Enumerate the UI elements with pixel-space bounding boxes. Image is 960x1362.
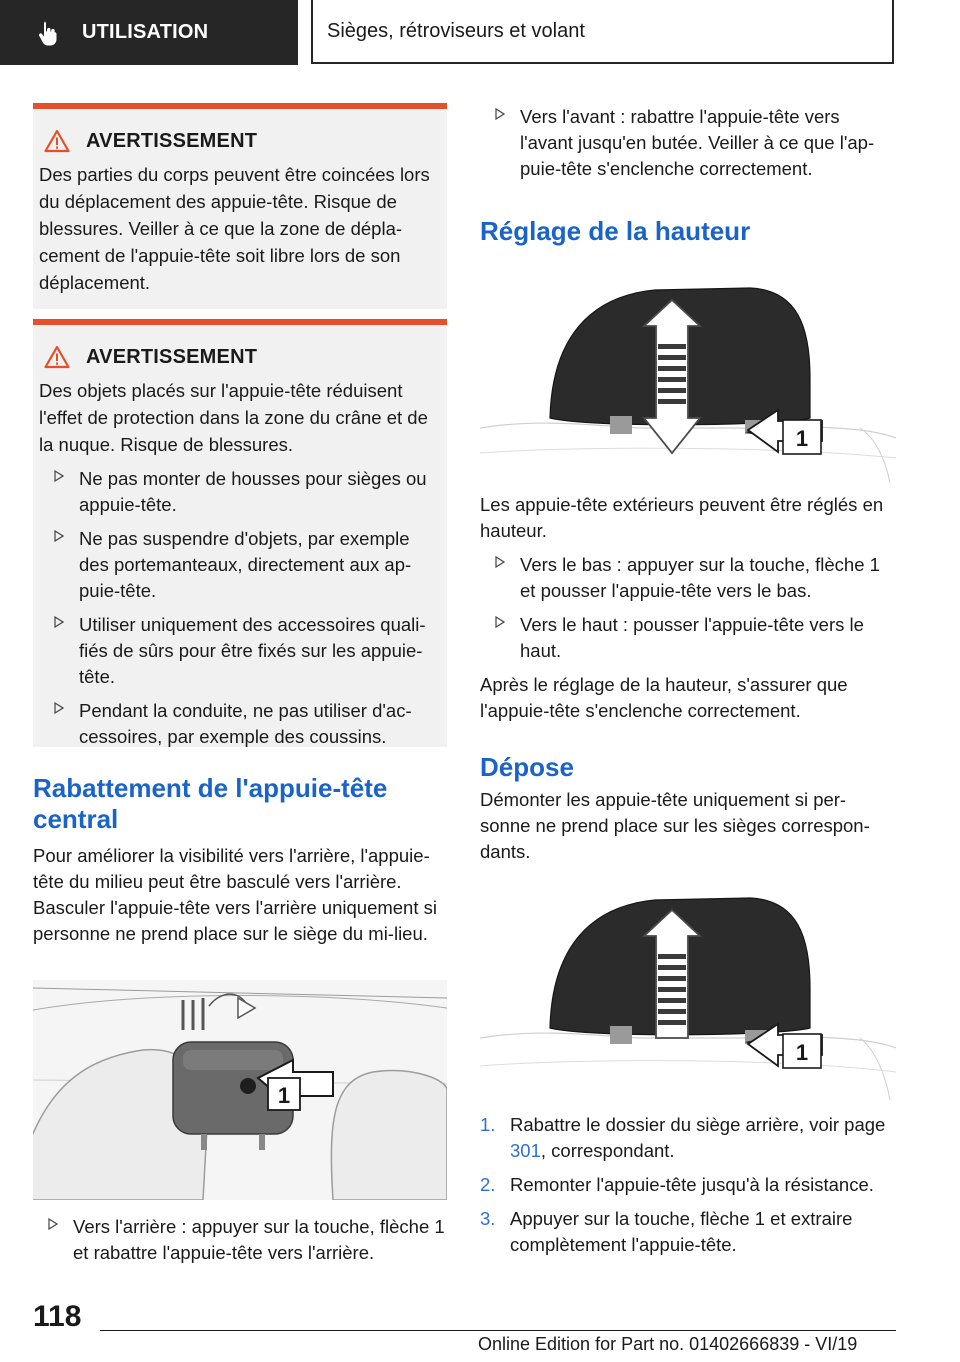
page-link[interactable]: 301 (510, 1140, 541, 1161)
rabattement-list (33, 1206, 447, 1266)
figure-label: 1 (277, 1083, 291, 1108)
section-text-after: Après le réglage de la hauteur, s'assurer que l'appuie-tête s'enclenche correctement. (480, 674, 848, 721)
figure-label: 1 (795, 1040, 809, 1065)
warning-triangle-icon (44, 345, 70, 369)
list-item (480, 1112, 896, 1164)
list-item (39, 526, 441, 604)
warning-text: Des objets placés sur l'appuie-tête réduisent l'effet de protection dans la zone du crâne et de la nuque. Risque de blessures. (39, 380, 428, 455)
edition-text: Online Edition for Part no. 01402666839 - VI/19 (478, 1334, 858, 1354)
removal-figure (480, 888, 896, 1100)
height-adjust-figure (480, 278, 896, 483)
rabattement-section (33, 773, 447, 947)
step-number: 3. (480, 1208, 496, 1229)
section-heading: Dépose (480, 752, 574, 782)
section-heading-hauteur: Réglage de la hauteur (480, 216, 751, 246)
list-item (480, 1172, 896, 1198)
list-item-text: Pendant la conduite, ne pas utiliser d'ac-cessoires, par exemple des coussins. (79, 700, 412, 747)
warning-list (39, 466, 441, 750)
triangle-bullet-icon (480, 104, 520, 182)
depose-section (480, 752, 896, 865)
list-item (480, 612, 896, 664)
hauteur-list (480, 552, 896, 664)
list-item (39, 466, 441, 518)
rabattement-list-continued (480, 96, 896, 182)
step-number: 2. (480, 1174, 496, 1195)
list-item (33, 1214, 447, 1266)
triangle-bullet-icon (33, 1214, 73, 1266)
section-text: Les appuie-tête extérieurs peuvent être réglés en hauteur. (480, 494, 884, 541)
warning-text: Des parties du corps peuvent être coincées lors du déplacement des appuie-tête. Risque de blessures. Veiller à ce que la zone de dépla-cement de l'appuie-tête soit libre lors de son déplacement. (39, 164, 430, 293)
triangle-bullet-icon (480, 552, 520, 604)
warning-box-1 (33, 103, 447, 309)
list-item (480, 104, 896, 182)
section-text: Pour améliorer la visibilité vers l'arrière, l'appuie-tête du milieu peut être basculé vers l'arrière. Basculer l'appuie-tête vers l'arrière uniquement si personne ne prend place sur le siège du mi-lieu. (33, 845, 437, 944)
page-number: 118 (33, 1300, 82, 1333)
figure-label: 1 (795, 426, 809, 451)
list-item-text: Ne pas monter de housses pour sièges ou appuie-tête. (79, 468, 427, 515)
step-text: Appuyer sur la touche, flèche 1 et extraire complètement l'appuie-tête. (510, 1208, 853, 1255)
section-tab (0, 0, 298, 65)
warning-title: AVERTISSEMENT (86, 129, 258, 152)
list-item-text: Ne pas suspendre d'objets, par exemple des portemanteaux, directement aux ap-puie-tête. (79, 528, 412, 601)
warning-triangle-icon (44, 129, 70, 153)
hand-pointer-icon (38, 20, 62, 46)
chapter-title: Sièges, rétroviseurs et volant (327, 19, 585, 42)
step-text: Remonter l'appuie-tête jusqu'à la résistance. (510, 1174, 874, 1195)
list-item (480, 552, 896, 604)
depose-steps (480, 1104, 896, 1258)
section-text: Démonter les appuie-tête uniquement si per-sonne ne prend place sur les sièges correspon-dants. (480, 789, 870, 862)
page-header (0, 0, 960, 66)
triangle-bullet-icon (39, 612, 79, 690)
list-item-text: Vers l'avant : rabattre l'appuie-tête vers l'avant jusqu'en butée. Veiller à ce que l'ap-puie-tête s'enclenche correctement. (520, 106, 875, 179)
list-item (39, 612, 441, 690)
triangle-bullet-icon (39, 466, 79, 518)
list-item (480, 1206, 896, 1258)
list-item-text: Vers le bas : appuyer sur la touche, flèche 1 et pousser l'appuie-tête vers le bas. (520, 554, 880, 601)
triangle-bullet-icon (39, 526, 79, 604)
hauteur-section (480, 492, 896, 724)
list-item-text: Vers le haut : pousser l'appuie-tête vers le haut. (520, 614, 864, 661)
chapter-tab (311, 0, 894, 64)
section-heading: Rabattement de l'appuie-tête central (33, 773, 388, 834)
step-text: Rabattre le dossier du siège arrière, voir page 301, correspondant. (510, 1114, 886, 1161)
list-item-text: Utiliser uniquement des accessoires quali-fiés de sûrs pour être fixés sur les appuie-tête. (79, 614, 426, 687)
warning-title: AVERTISSEMENT (86, 345, 258, 368)
step-number: 1. (480, 1114, 496, 1135)
rear-headrest-figure (33, 980, 447, 1200)
list-item-text: Vers l'arrière : appuyer sur la touche, flèche 1 et rabattre l'appuie-tête vers l'arrière. (73, 1216, 445, 1263)
footer-divider (100, 1330, 896, 1331)
triangle-bullet-icon (480, 612, 520, 664)
list-item (39, 698, 441, 750)
warning-box-2 (33, 319, 447, 747)
triangle-bullet-icon (39, 698, 79, 750)
section-title: UTILISATION (82, 21, 209, 43)
